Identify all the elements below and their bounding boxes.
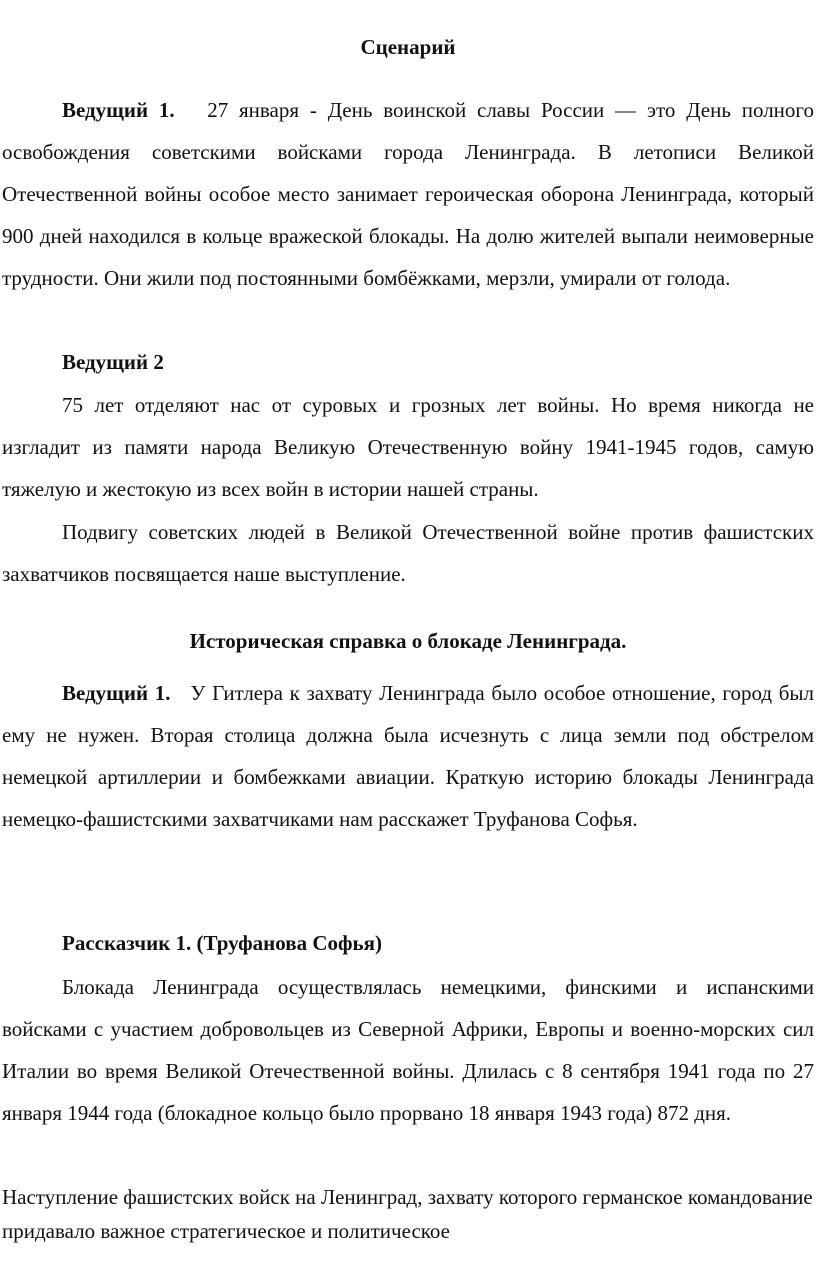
speaker-label: Ведущий 1.: [62, 98, 175, 122]
paragraph-text: У Гитлера к захвату Ленинграда было особое отношение, город был ему не нужен. Вторая столица должна была исчезнуть с лица земли под обстрелом немецкой артиллерии и бомбежками авиации. Краткую историю блокады Ленинграда немецко-фашистскими захватчиками нам расскажет Труфанова Софья.: [2, 681, 815, 831]
speaker-2-label: Ведущий 2: [62, 350, 164, 374]
page-title: Сценарий: [360, 35, 456, 59]
speaker-2-paragraph-1: 75 лет отделяют нас от суровых и грозных лет войны. Но время никогда не изгладит из памяти народа Великую Отечественную войну 1941-1945 годов, самую тяжелую и жестокую из всех войн в истории нашей страны.: [2, 393, 814, 501]
intro-paragraph: [2, 89, 814, 299]
narrator-paragraph: Блокада Ленинграда осуществлялась немецкими, финскими и испанскими войсками с участием добровольцев из Северной Африки, Европы и военно-морских сил Италии во время Великой Отечественной войны. Длилась с 8 сентября 1941 года по 27 января 1944 года (блокадное кольцо было прорвано 18 января 1943 года) 872 дня.: [2, 975, 814, 1125]
history-paragraph: [2, 672, 814, 840]
final-paragraph: Наступление фашистских войск на Ленинград, захвату которого германское командование придавало важное стратегическое и политическое: [2, 1185, 813, 1243]
section-heading: Историческая справка о блокаде Ленинграда.: [189, 629, 627, 653]
speaker-2-paragraph-2: Подвигу советских людей в Великой Отечественной войне против фашистских захватчиков посвящается наше выступление.: [2, 520, 814, 586]
paragraph-text: 27 января - День воинской славы России — это День полного освобождения советскими войсками города Ленинграда. В летописи Великой Отечественной войны особое место занимает героическая оборона Ленинграда, который 900 дней находился в кольце вражеской блокады. На долю жителей выпали неимоверные трудности. Они жили под постоянными бомбёжками, мерзли, умирали от голода.: [2, 98, 815, 290]
narrator-label: Рассказчик 1. (Труфанова Софья): [62, 931, 382, 955]
speaker-label: Ведущий 1.: [62, 681, 171, 705]
